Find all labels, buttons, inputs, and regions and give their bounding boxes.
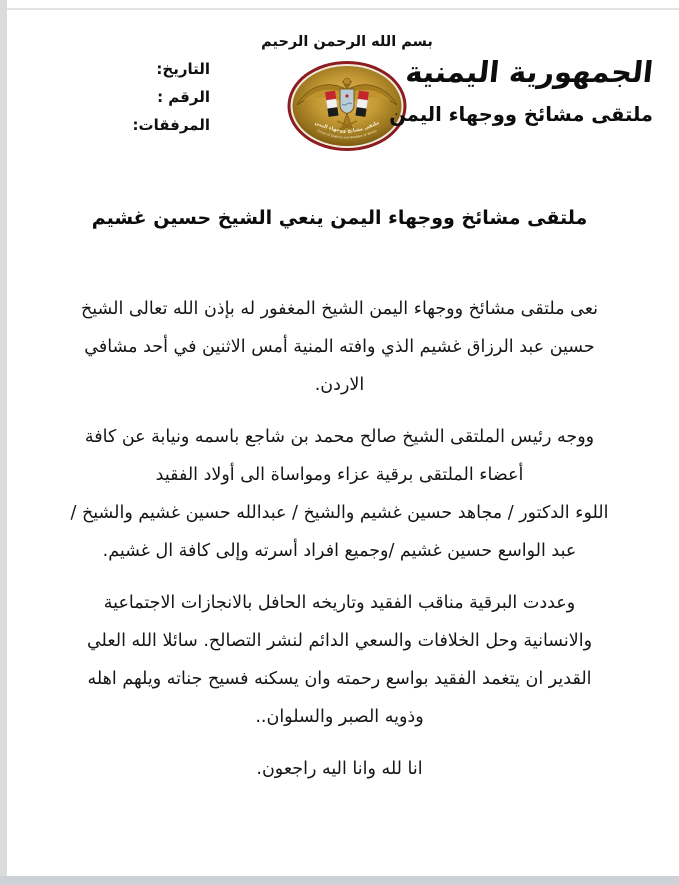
text-line: عبد الواسع حسين غشيم /وجميع افراد أسرته وإلى كافة ال غشيم. xyxy=(102,541,577,561)
text-line: وعددت البرقية مناقب الفقيد وتاريخه الحافل بالانجازات الاجتماعية xyxy=(103,593,576,613)
left-edge-strip xyxy=(0,0,7,885)
org-name-calligraphy: الجمهورية اليمنية xyxy=(404,55,655,89)
text-line: نعى ملتقى مشائخ ووجهاء اليمن الشيخ المغفور له بإذن الله تعالى الشيخ xyxy=(80,299,599,319)
text-line: ووجه رئيس الملتقى الشيخ صالح محمد بن شاجع باسمه ونيابة عن كافة xyxy=(84,427,595,447)
text-line: وذويه الصبر والسلوان.. xyxy=(255,707,424,727)
text-line: اللوء الدكتور / مجاهد حسين غشيم والشيخ / عبدالله حسين غشيم والشيخ / xyxy=(70,503,609,523)
top-edge-line xyxy=(7,8,679,10)
document-title: ملتقى مشائخ ووجهاء اليمن ينعي الشيخ حسين غشيم xyxy=(91,207,588,229)
emblem-arabic-arc-text: ملتقى مشائخ ووجهاء اليمن xyxy=(313,119,381,135)
reference-fields xyxy=(95,60,210,144)
emblem-english-arc-text: Forum of Sheikhs and Notables of Yemen xyxy=(316,128,378,140)
org-name-block xyxy=(389,50,655,130)
text-line: القدير ان يتغمد الفقيد بواسع رحمته وان يسكنه فسيح جناته ويلهم اهله xyxy=(87,669,592,689)
paragraph-3 xyxy=(28,584,651,736)
document-body xyxy=(28,290,651,802)
text-line: الاردن. xyxy=(314,375,365,395)
bismillah-text: بسم الله الرحمن الرحيم xyxy=(261,34,433,50)
closing-line: انا لله وانا اليه راجعون. xyxy=(256,759,423,779)
flag-shield-icon xyxy=(340,89,354,114)
paragraph-1 xyxy=(28,290,651,404)
attachments-field-label: المرفقات: xyxy=(132,116,210,134)
org-name-subtitle: ملتقى مشائخ ووجهاء اليمن xyxy=(389,103,653,126)
paragraph-2 xyxy=(28,418,651,570)
number-field-label: الرقم : xyxy=(157,88,210,106)
text-line: أعضاء الملتقى برقية عزاء ومواساة الى أولاد الفقيد xyxy=(155,465,524,485)
bottom-edge-strip xyxy=(0,876,679,885)
date-field-label: التاريخ: xyxy=(156,60,210,78)
text-line: والانسانية وحل الخلافات والسعي الدائم لنشر التصالح. سائلا الله العلي xyxy=(86,631,593,651)
text-line: حسين عبد الرزاق غشيم الذي وافته المنية أمس الاثنين في أحد مشافي xyxy=(84,337,595,357)
